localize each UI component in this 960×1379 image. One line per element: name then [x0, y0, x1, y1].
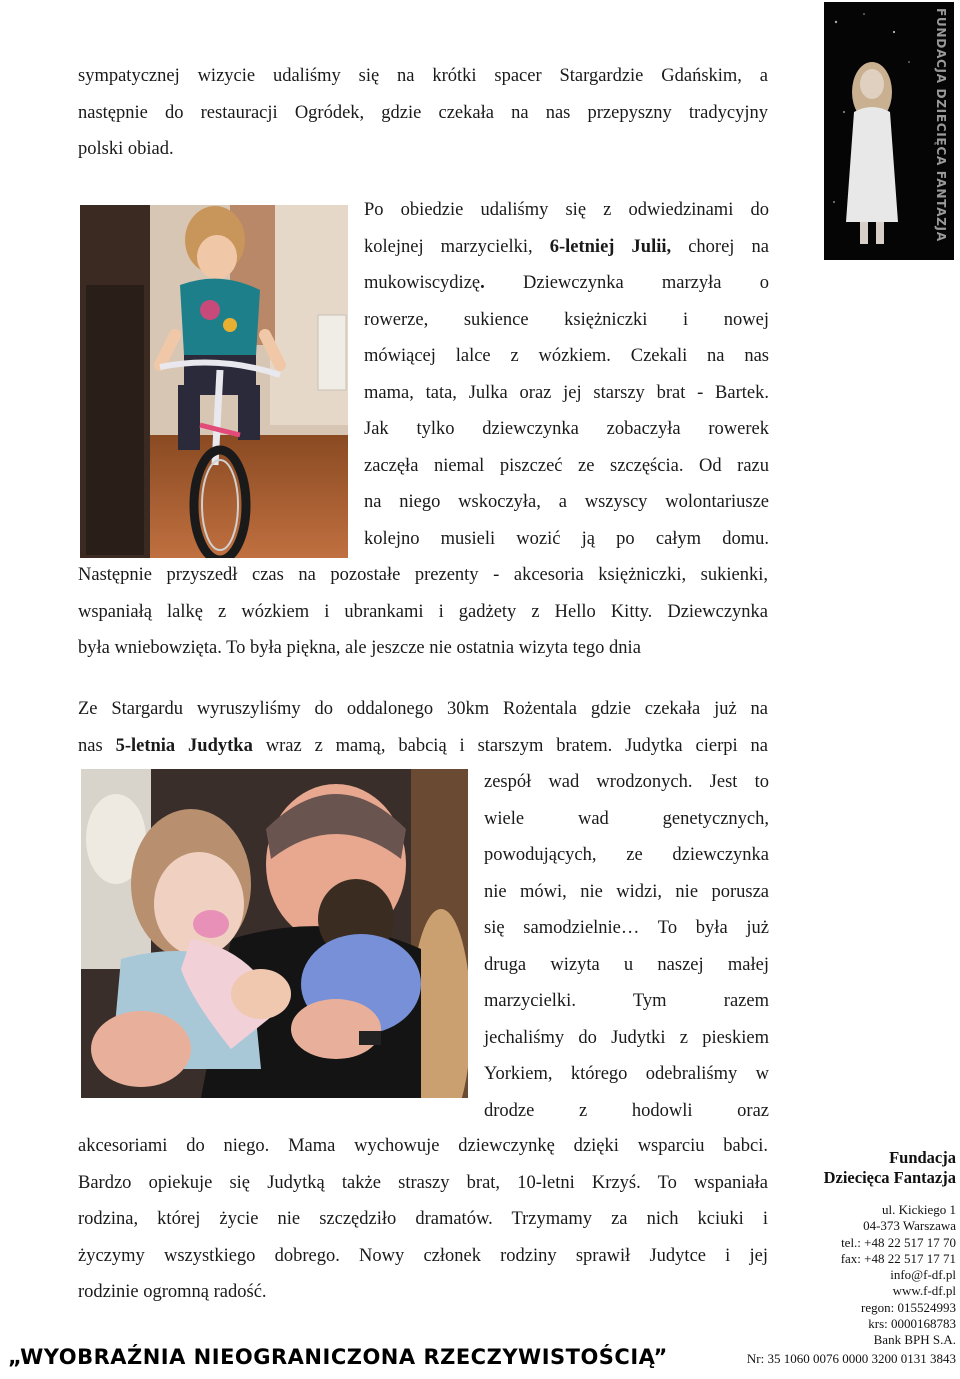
bank-account: Nr: 35 1060 0076 0000 3200 0131 3843: [746, 1351, 956, 1366]
regon: regon: 015524993: [861, 1299, 956, 1315]
text-line: powodujących, ze dziewczynka: [484, 845, 769, 865]
text-line: Po obiedzie udaliśmy się z odwiedzinami do: [364, 200, 769, 220]
logo-vertical-text: FUNDACJA DZIECIĘCA FANTAZJA: [934, 8, 948, 242]
text-line: jechaliśmy do Judytki z pieskiem: [484, 1027, 769, 1048]
text-line: polski obiad.: [78, 139, 174, 159]
text-line: rowerze, sukience księżniczki i nowej: [364, 309, 769, 330]
photo-judytka-with-puppy: [81, 769, 468, 1098]
footer-slogan: „WYOBRAŹNIA NIEOGRANICZONA RZECZYWISTOŚCIĄ”: [8, 1345, 668, 1369]
text-line: rodzinie ogromną radość.: [78, 1282, 267, 1302]
text-line: Bardzo opiekuje się Judytką także straszy brat, 10-letni Krzyś. To wspaniała: [78, 1172, 768, 1193]
text-line: nas 5-letnia Judytka wraz z mamą, babcią i starszym bratem. Judytka cierpi na: [78, 735, 768, 756]
text-line: życzymy wszystkiego dobrego. Nowy członek rodziny sprawił Judytce i jej: [78, 1245, 768, 1266]
text-line: rodzina, której życie nie szczędziło dramatów. Trzymamy za nich kciuki i: [78, 1209, 768, 1229]
text-line: mukowiscydizę. Dziewczynka marzyła o: [364, 273, 769, 293]
foundation-name: Fundacja Dziecięca Fantazja: [823, 1148, 956, 1187]
text-line: wspaniałą lalkę z wózkiem i ubrankami i gadżety z Hello Kitty. Dziewczynka: [78, 601, 768, 622]
bold-name-julia: 6-letniej Julii,: [549, 236, 672, 257]
text-line: się samodzielnie… To była już: [484, 918, 769, 938]
text-line: była wniebowzięta. To była piękna, ale jeszcze nie ostatnia wizyta tego dnia: [78, 638, 641, 658]
text-line: następnie do restauracji Ogródek, gdzie czekała na nas przepyszny tradycyjny: [78, 102, 768, 123]
text-line: Następnie przyszedł czas na pozostałe prezenty - akcesoria księżniczki, sukienki,: [78, 565, 768, 585]
paragraph-judytka-bottom: [78, 1128, 768, 1311]
bank-name: Bank BPH S.A.: [873, 1332, 956, 1348]
text-line: Yorkiem, którego odebraliśmy w: [484, 1064, 769, 1084]
text-line: druga wizyta u naszej małej: [484, 954, 769, 975]
address-city: 04-373 Warszawa: [863, 1218, 956, 1234]
photo-girl-on-bicycle: [80, 205, 348, 558]
text-line: kolejnej marzycielki, 6-letniej Julii, chorej na: [364, 236, 769, 257]
text-line: zaczęła niemal piszczeć ze szczęścia. Od razu: [364, 455, 769, 476]
text-line: wiele wad genetycznych,: [484, 808, 769, 829]
text-line: nie mówi, nie widzi, nie porusza: [484, 881, 769, 902]
paragraph-julia-full: [78, 557, 768, 667]
paragraph-julia-wrap: [364, 192, 769, 557]
text-line: akcesoriami do niego. Mama wychowuje dziewczynkę dzięki wsparciu babci.: [78, 1136, 768, 1156]
text-line: Ze Stargardu wyruszyliśmy do oddalonego 30km Rożentala gdzie czekała już na: [78, 699, 768, 719]
address-street: ul. Kickiego 1: [881, 1202, 956, 1217]
email-link[interactable]: info@f-df.pl: [890, 1267, 956, 1283]
paragraph-judytka-wrap: [484, 764, 769, 1129]
fax: fax: +48 22 517 17 71: [840, 1250, 956, 1266]
text-line: marzycielki. Tym razem: [484, 991, 769, 1011]
text-line: drodze z hodowli oraz: [484, 1100, 769, 1121]
text-line: zespół wad wrodzonych. Jest to: [484, 772, 769, 792]
bold-name-judytka: 5-letnia Judytka: [115, 735, 253, 756]
text-line: kolejno musieli wozić ją po całym domu.: [364, 528, 769, 549]
text-line: sympatycznej wizycie udaliśmy się na krótki spacer Stargardzie Gdańskim, a: [78, 66, 768, 86]
text-line: na niego wskoczyła, a wszyscy wolontariusze: [364, 492, 769, 512]
text-line: mama, tata, Julka oraz jej starszy brat - Bartek.: [364, 382, 769, 403]
text-line: Jak tylko dziewczynka zobaczyła rowerek: [364, 419, 769, 439]
krs: krs: 0000168783: [868, 1316, 956, 1332]
foundation-contact: [796, 1148, 956, 1349]
text-line: mówiącej lalce z wózkiem. Czekali na nas: [364, 346, 769, 366]
paragraph-intro: [78, 58, 768, 168]
website-link[interactable]: www.f-df.pl: [892, 1283, 956, 1299]
phone: tel.: +48 22 517 17 70: [841, 1234, 956, 1250]
paragraph-judytka-top: [78, 691, 768, 764]
foundation-logo-photo: [824, 2, 954, 260]
